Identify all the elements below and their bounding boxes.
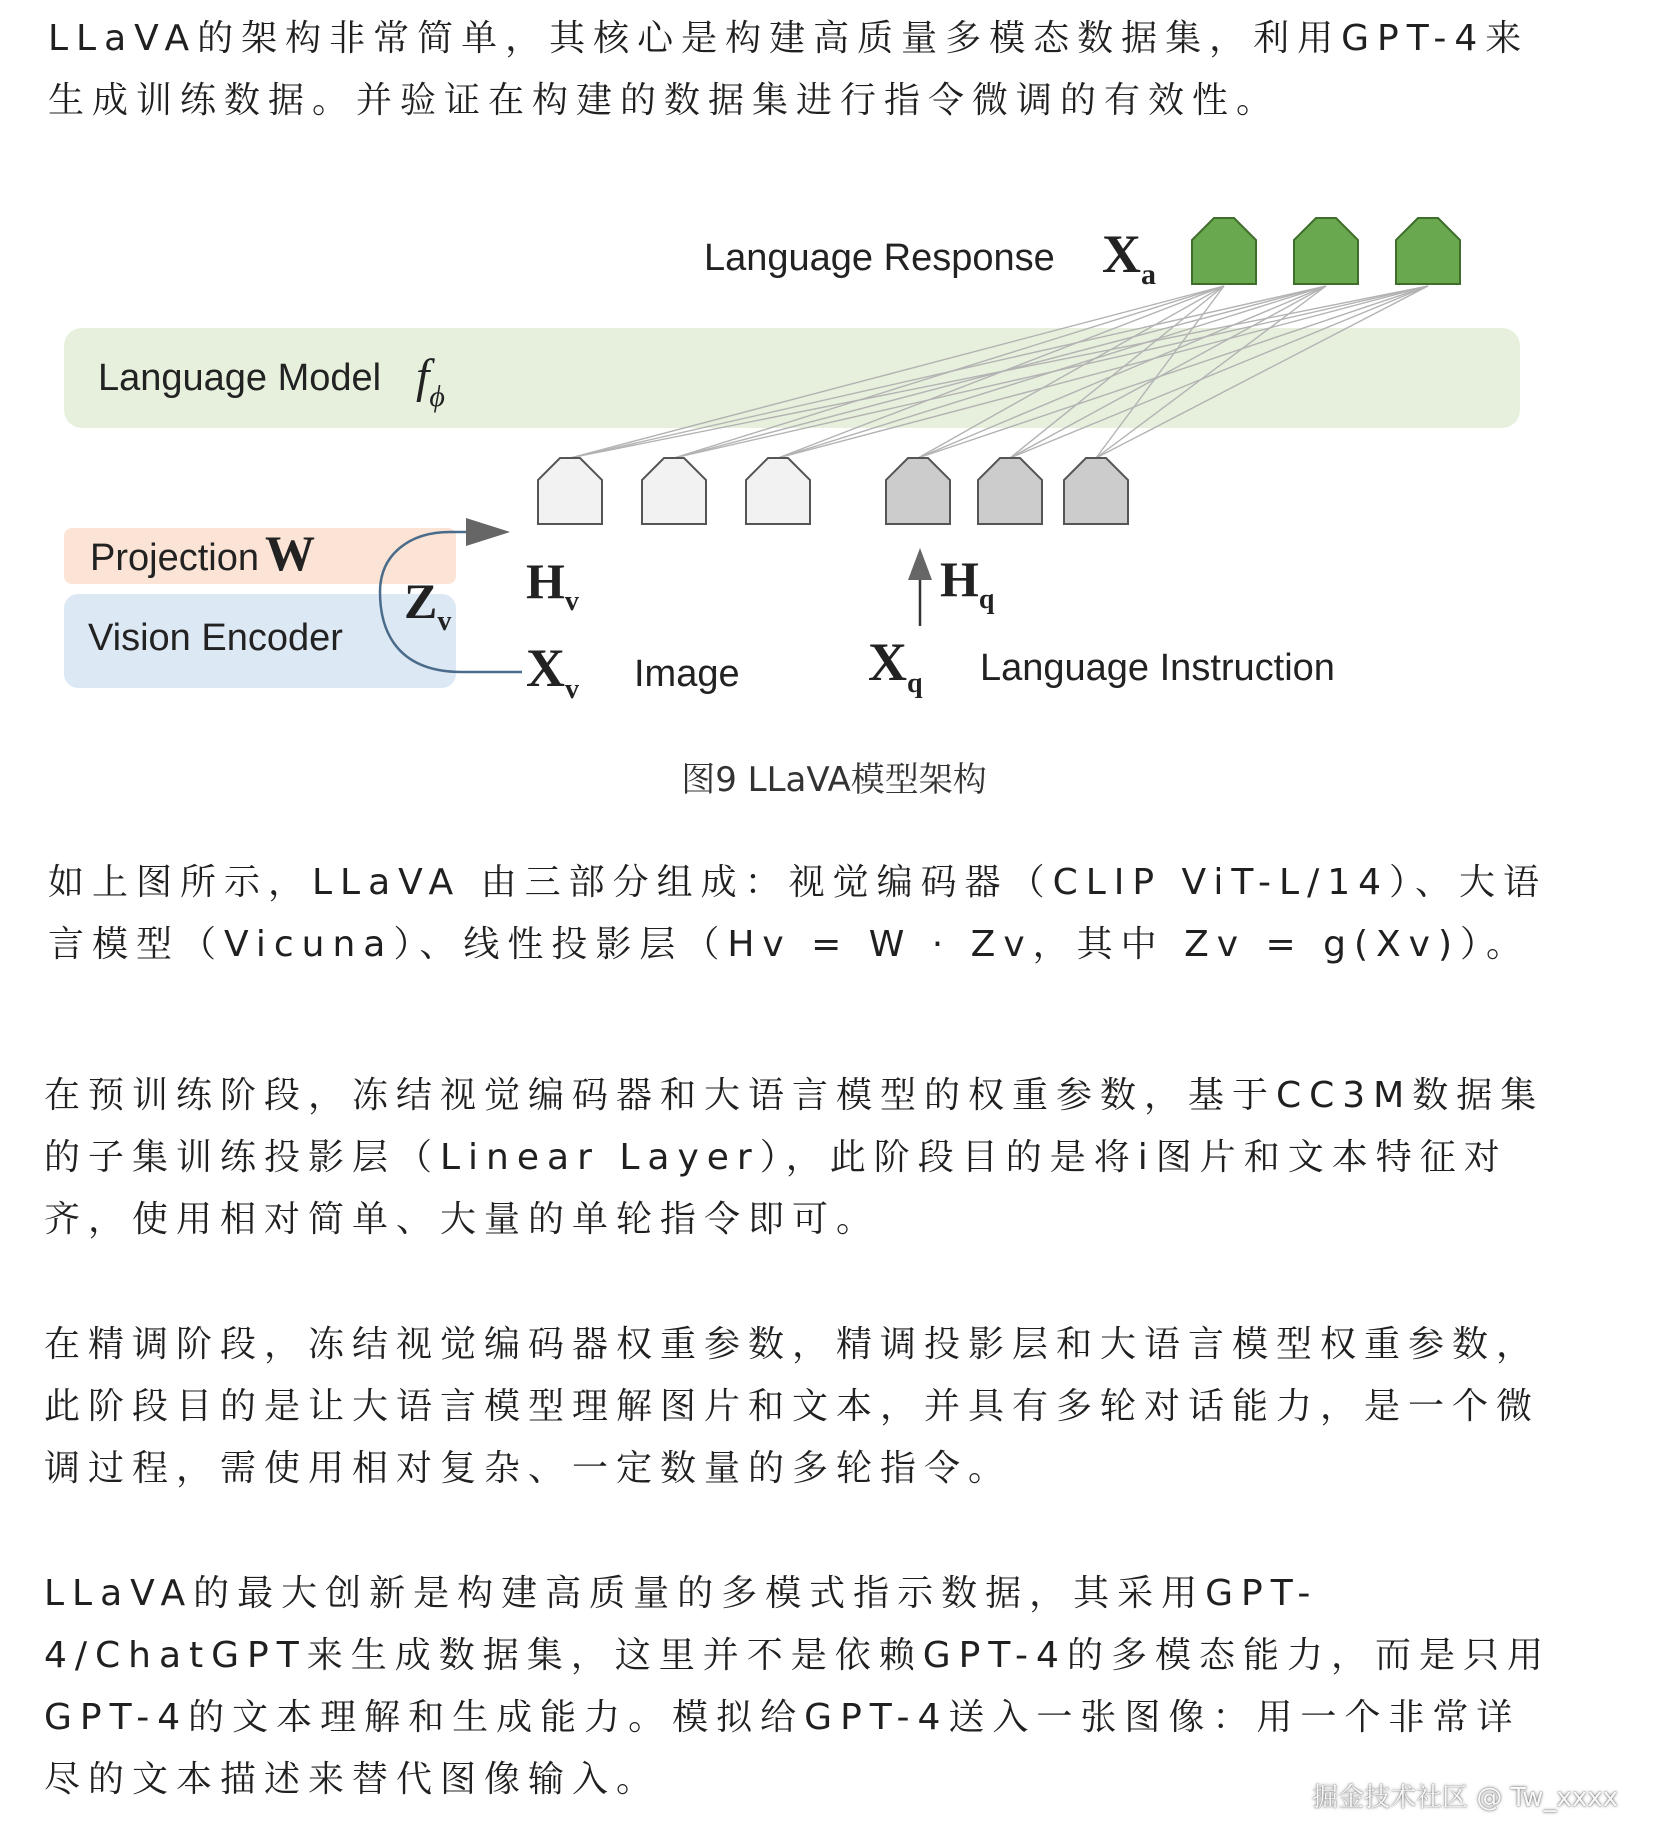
instruction-token — [886, 458, 950, 524]
vision-encoder-label: Vision Encoder — [88, 617, 343, 659]
finetune-paragraph: 在精调阶段，冻结视觉编码器权重参数，精调投影层和大语言模型权重参数，此阶段目的是让大语言模型理解图片和文本，并具有多轮对话能力，是一个微调过程，需使用相对复杂、一定数量的多轮指令。 — [44, 1324, 1541, 1489]
zv-arrow-head — [466, 518, 510, 546]
image-label: Image — [634, 653, 740, 695]
x-q-symbol: $X_q$ — [868, 632, 923, 699]
projection-label: Projection W — [90, 525, 315, 581]
llava-architecture-diagram — [50, 200, 1570, 720]
language-model-label: Language Model — [98, 357, 382, 399]
h-q-symbol: $H_q$ — [940, 551, 995, 615]
language-instruction-label: Language Instruction — [980, 647, 1335, 689]
innovation-paragraph: LLaVA的最大创新是构建高质量的多模式指示数据，其采用GPT-4/ChatGPT来生成数据集，这里并不是依赖GPT-4的多模态能力，而是只用GPT-4的文本理解和生成能力。模拟给GPT-4送入一张图像：用一个非常详尽的文本描述来替代图像输入。 — [44, 1573, 1551, 1800]
z-v-symbol: $Z_v$ — [404, 573, 452, 637]
response-token — [1294, 218, 1358, 284]
hq-arrow-head — [908, 548, 932, 580]
pretrain-paragraph: 在预训练阶段，冻结视觉编码器和大语言模型的权重参数，基于CC3M数据集的子集训练投影层（Linear Layer），此阶段目的是将i图片和文本特征对齐，使用相对简单、大量的单轮指令即可。 — [44, 1075, 1545, 1240]
response-token — [1192, 218, 1256, 284]
response-tokens — [1192, 218, 1460, 284]
instruction-tokens — [886, 458, 1128, 524]
visual-token — [746, 458, 810, 524]
f-phi-symbol: $f_\phi$ — [416, 350, 445, 413]
instruction-token — [978, 458, 1042, 524]
instruction-token — [1064, 458, 1128, 524]
visual-token — [538, 458, 602, 524]
watermark: 掘金技术社区 @ Tw_xxxx — [1312, 1783, 1618, 1813]
x-a-symbol: $X_a$ — [1102, 224, 1156, 291]
components-paragraph: 如上图所示，LLaVA 由三部分组成：视觉编码器（CLIP ViT-L/14）、大语言模型（Vicuna）、线性投影层（Hv = W · Zv，其中 Zv = g(Xv)）。 — [48, 862, 1548, 965]
response-token — [1396, 218, 1460, 284]
visual-tokens — [538, 458, 810, 524]
visual-token — [642, 458, 706, 524]
h-v-symbol: $H_v$ — [526, 553, 579, 617]
figure-caption: 图9 LLaVA模型架构 — [681, 760, 987, 800]
x-v-symbol: $X_v$ — [526, 638, 579, 705]
intro-paragraph: LLaVA的架构非常简单，其核心是构建高质量多模态数据集，利用GPT-4来生成训练数据。并验证在构建的数据集进行指令微调的有效性。 — [48, 18, 1530, 121]
language-response-label: Language Response — [704, 237, 1055, 279]
